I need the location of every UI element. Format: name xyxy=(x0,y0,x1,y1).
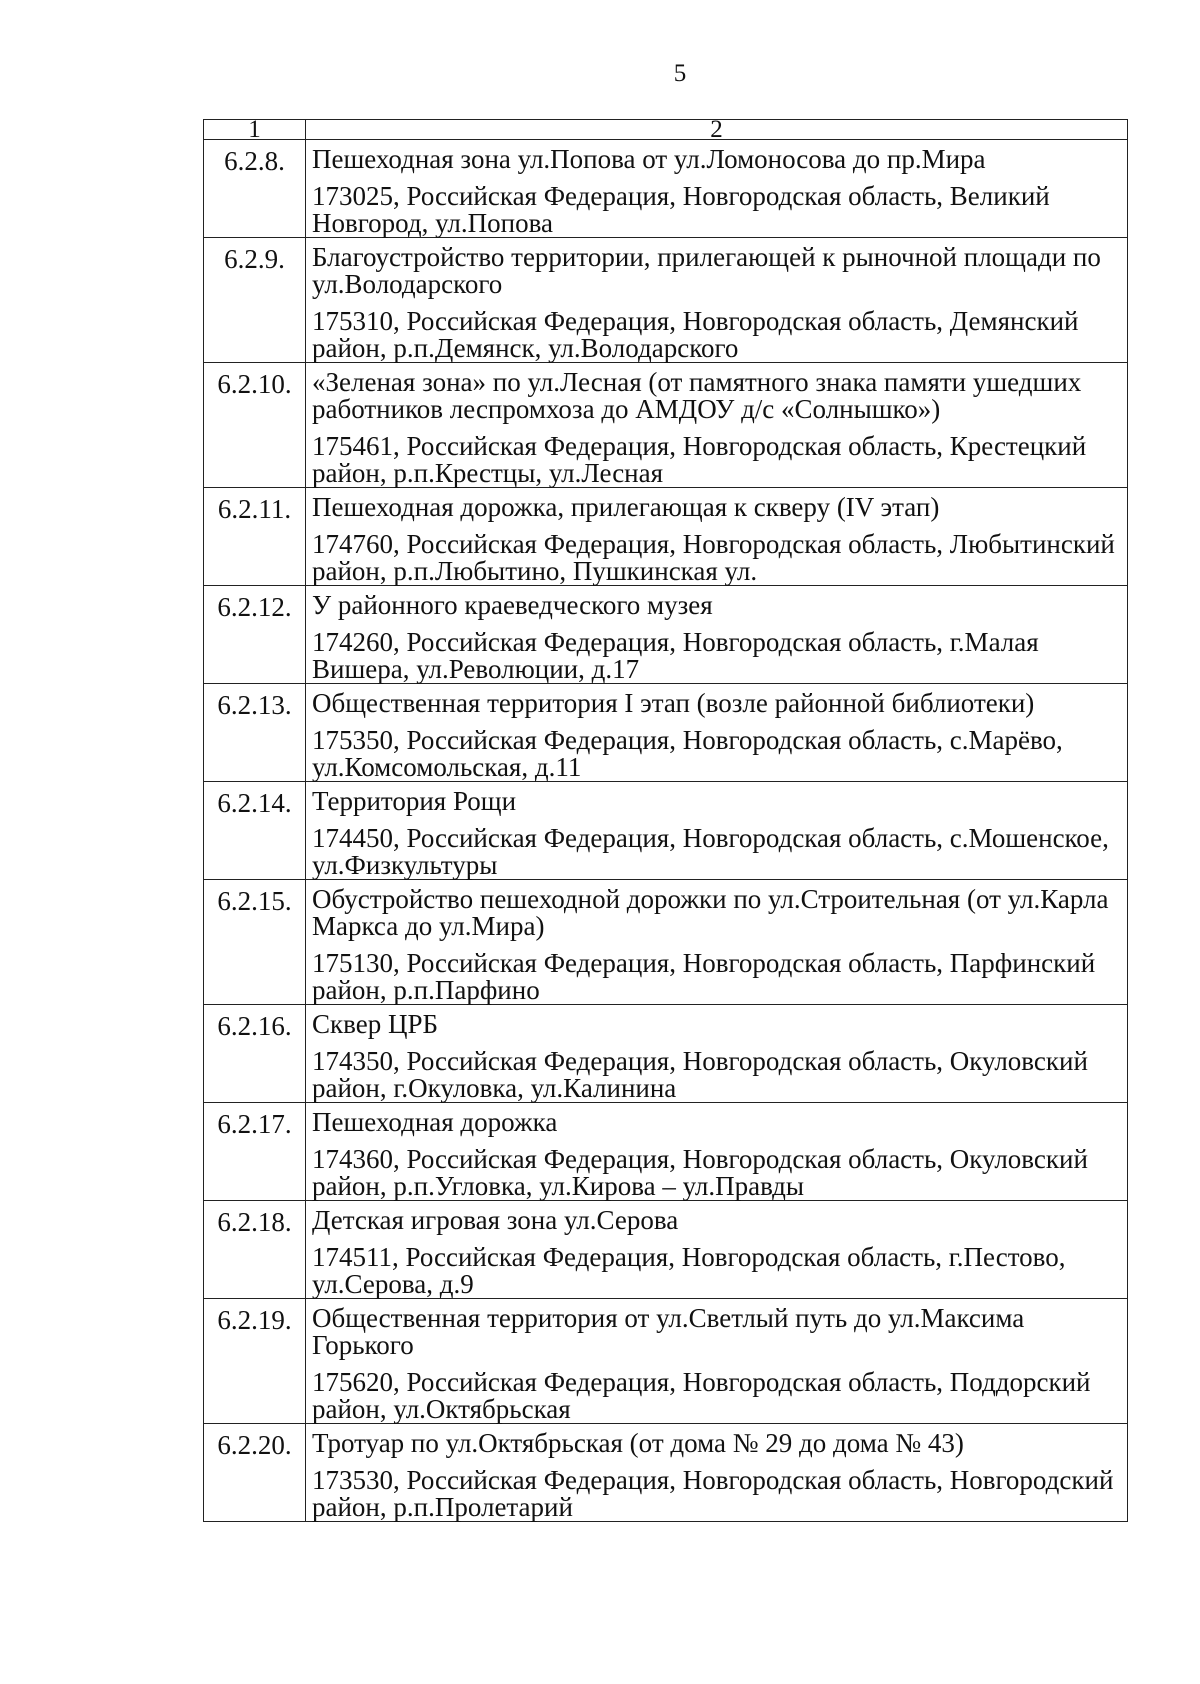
item-cell xyxy=(306,1103,1128,1201)
territory-name: Пешеходная дорожка xyxy=(312,1107,558,1137)
territory-address: 174450, Российская Федерация, Новгородская область, с.Мошенское, ул.Физкультуры xyxy=(312,823,1109,880)
item-number: 6.2.16. xyxy=(204,1005,306,1103)
territory-address: 174350, Российская Федерация, Новгородская область, Окуловский район, г.Окуловка, ул.Калинина xyxy=(312,1046,1088,1103)
item-number: 6.2.20. xyxy=(204,1424,306,1522)
table-row xyxy=(204,1005,1128,1103)
table-header-row xyxy=(204,120,1128,140)
territory-address: 175130, Российская Федерация, Новгородская область, Парфинский район, р.п.Парфино xyxy=(312,948,1096,1005)
territory-address: 175620, Российская Федерация, Новгородская область, Поддорский район, ул.Октябрьская xyxy=(312,1367,1091,1424)
territory-name: Пешеходная дорожка, прилегающая к скверу (IV этап) xyxy=(312,492,940,522)
table-row xyxy=(204,684,1128,782)
item-cell xyxy=(306,1424,1128,1522)
territory-address: 175310, Российская Федерация, Новгородская область, Демянский район, р.п.Демянск, ул.Володарского xyxy=(312,306,1079,363)
item-number: 6.2.17. xyxy=(204,1103,306,1201)
item-cell xyxy=(306,880,1128,1005)
item-number: 6.2.15. xyxy=(204,880,306,1005)
table-row xyxy=(204,1299,1128,1424)
table-row xyxy=(204,238,1128,363)
territory-name: У районного краеведческого музея xyxy=(312,590,713,620)
item-number: 6.2.9. xyxy=(204,238,306,363)
territory-address: 174360, Российская Федерация, Новгородская область, Окуловский район, р.п.Угловка, ул.Кирова – ул.Правды xyxy=(312,1144,1088,1201)
item-cell xyxy=(306,238,1128,363)
territory-address: 173530, Российская Федерация, Новгородская область, Новгородский район, р.п.Пролетарий xyxy=(312,1465,1114,1522)
territory-address: 173025, Российская Федерация, Новгородская область, Великий Новгород, ул.Попова xyxy=(312,181,1050,238)
territory-address: 174260, Российская Федерация, Новгородская область, г.Малая Вишера, ул.Революции, д.17 xyxy=(312,627,1039,684)
territory-name: Сквер ЦРБ xyxy=(312,1009,438,1039)
territories-table xyxy=(203,119,1128,1522)
territory-address: 174511, Российская Федерация, Новгородская область, г.Пестово, ул.Серова, д.9 xyxy=(312,1242,1066,1299)
territory-name: Благоустройство территории, прилегающей к рыночной площади по ул.Володарского xyxy=(312,242,1101,299)
territory-name: Территория Рощи xyxy=(312,786,517,816)
item-cell xyxy=(306,140,1128,238)
item-cell xyxy=(306,1201,1128,1299)
territory-address: 175350, Российская Федерация, Новгородская область, с.Марёво, ул.Комсомольская, д.11 xyxy=(312,725,1063,782)
territory-name: Пешеходная зона ул.Попова от ул.Ломоносова до пр.Мира xyxy=(312,144,986,174)
item-cell xyxy=(306,363,1128,488)
item-cell xyxy=(306,684,1128,782)
table-row xyxy=(204,1201,1128,1299)
territory-name: «Зеленая зона» по ул.Лесная (от памятного знака памяти ушедших работников леспромхоза до АМДОУ д/с «Солнышко») xyxy=(312,367,1082,424)
item-number: 6.2.19. xyxy=(204,1299,306,1424)
territory-name: Общественная территория I этап (возле районной библиотеки) xyxy=(312,688,1035,718)
item-number: 6.2.18. xyxy=(204,1201,306,1299)
item-number: 6.2.10. xyxy=(204,363,306,488)
page-number: 5 xyxy=(673,60,687,87)
table-row xyxy=(204,880,1128,1005)
table-row xyxy=(204,586,1128,684)
table-row xyxy=(204,782,1128,880)
territory-name: Обустройство пешеходной дорожки по ул.Строительная (от ул.Карла Маркса до ул.Мира) xyxy=(312,884,1109,941)
item-cell xyxy=(306,488,1128,586)
table-row xyxy=(204,363,1128,488)
item-number: 6.2.13. xyxy=(204,684,306,782)
column-header-description: 2 xyxy=(306,120,1128,140)
item-cell xyxy=(306,586,1128,684)
item-number: 6.2.12. xyxy=(204,586,306,684)
item-cell xyxy=(306,1299,1128,1424)
item-number: 6.2.14. xyxy=(204,782,306,880)
table-row xyxy=(204,488,1128,586)
table-row xyxy=(204,140,1128,238)
item-cell xyxy=(306,1005,1128,1103)
item-number: 6.2.11. xyxy=(204,488,306,586)
table-row xyxy=(204,1103,1128,1201)
item-number: 6.2.8. xyxy=(204,140,306,238)
territory-name: Общественная территория от ул.Светлый путь до ул.Максима Горького xyxy=(312,1303,1025,1360)
table-row xyxy=(204,1424,1128,1522)
territory-name: Тротуар по ул.Октябрьская (от дома № 29 до дома № 43) xyxy=(312,1428,964,1458)
territory-name: Детская игровая зона ул.Серова xyxy=(312,1205,679,1235)
item-cell xyxy=(306,782,1128,880)
territory-address: 174760, Российская Федерация, Новгородская область, Любытинский район, р.п.Любытино, Пушкинская ул. xyxy=(312,529,1115,586)
territory-address: 175461, Российская Федерация, Новгородская область, Крестецкий район, р.п.Крестцы, ул.Лесная xyxy=(312,431,1087,488)
column-header-number: 1 xyxy=(204,120,306,140)
